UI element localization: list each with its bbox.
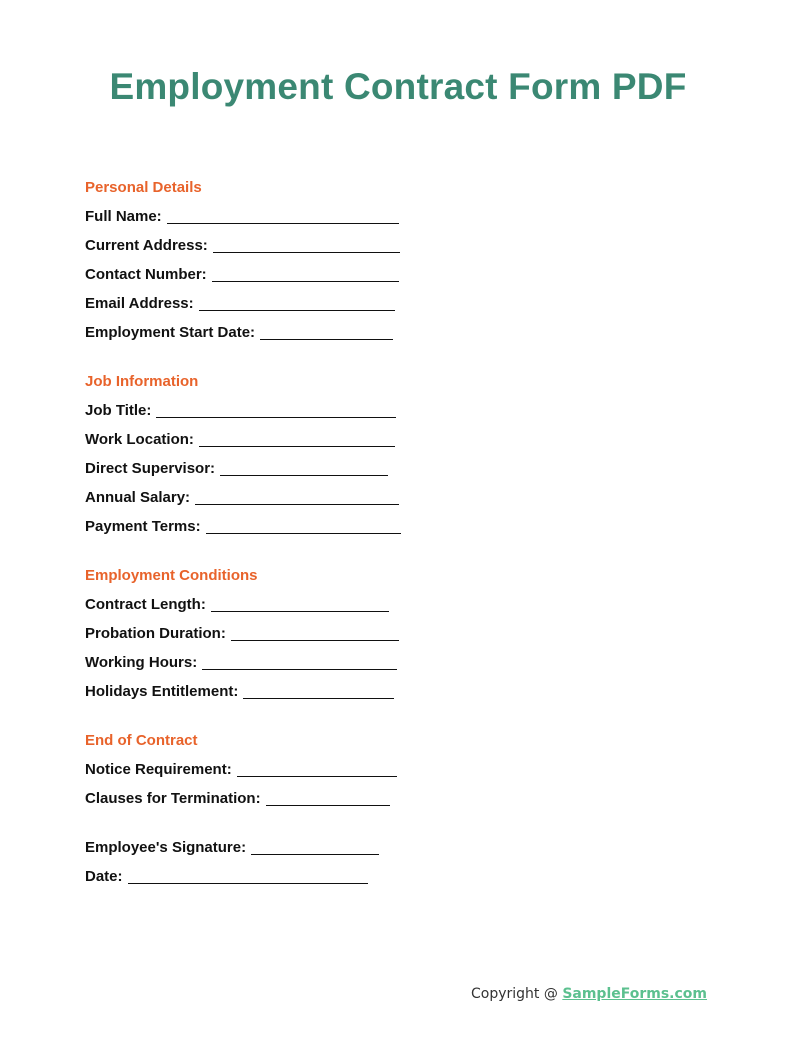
field-email-address	[85, 294, 685, 323]
direct-supervisor-input[interactable]	[220, 459, 388, 476]
clauses-for-termination-input[interactable]	[266, 789, 390, 806]
section-spacer	[85, 818, 685, 838]
notice-requirement-input[interactable]	[237, 760, 397, 777]
working-hours-input[interactable]	[202, 653, 397, 670]
field-contract-length	[85, 595, 685, 624]
section-employment-conditions	[85, 566, 685, 711]
employment-contract-form	[85, 178, 685, 896]
field-notice-requirement	[85, 760, 685, 789]
copyright-footer	[471, 986, 707, 1002]
field-work-location	[85, 430, 685, 459]
field-employment-start-date	[85, 323, 685, 352]
field-working-hours	[85, 653, 685, 682]
section-job-information	[85, 372, 685, 546]
employee-signature-input[interactable]	[251, 838, 379, 855]
field-label: Direct Supervisor:	[85, 460, 216, 477]
field-label: Working Hours:	[85, 654, 198, 671]
field-label: Probation Duration:	[85, 625, 226, 642]
section-end-of-contract	[85, 731, 685, 818]
field-probation-duration	[85, 624, 685, 653]
field-label: Contact Number:	[85, 266, 207, 283]
probation-duration-input[interactable]	[231, 624, 399, 641]
section-spacer	[85, 711, 685, 731]
field-clauses-for-termination	[85, 789, 685, 818]
current-address-input[interactable]	[213, 236, 400, 253]
field-current-address	[85, 236, 685, 265]
employment-start-date-input[interactable]	[260, 323, 393, 340]
contract-length-input[interactable]	[211, 595, 389, 612]
section-personal-details	[85, 178, 685, 352]
section-heading: End of Contract	[85, 732, 198, 749]
signature-block	[85, 838, 685, 896]
email-address-input[interactable]	[199, 294, 395, 311]
field-label: Clauses for Termination:	[85, 790, 261, 807]
field-label: Date:	[85, 868, 123, 885]
field-employee-signature	[85, 838, 685, 867]
section-spacer	[85, 352, 685, 372]
field-label: Contract Length:	[85, 596, 206, 613]
field-annual-salary	[85, 488, 685, 517]
annual-salary-input[interactable]	[195, 488, 399, 505]
section-spacer	[85, 546, 685, 566]
field-direct-supervisor	[85, 459, 685, 488]
field-date	[85, 867, 685, 896]
field-label: Work Location:	[85, 431, 194, 448]
contact-number-input[interactable]	[212, 265, 399, 282]
field-label: Employee's Signature:	[85, 839, 247, 856]
section-heading: Job Information	[85, 373, 199, 390]
job-title-input[interactable]	[156, 401, 396, 418]
holidays-entitlement-input[interactable]	[243, 682, 394, 699]
copyright-text: Copyright @	[471, 986, 563, 1002]
field-label: Annual Salary:	[85, 489, 191, 506]
field-contact-number	[85, 265, 685, 294]
field-label: Current Address:	[85, 237, 208, 254]
work-location-input[interactable]	[199, 430, 395, 447]
field-label: Employment Start Date:	[85, 324, 256, 341]
sampleforms-link[interactable]: SampleForms.com	[562, 986, 708, 1002]
field-label: Full Name:	[85, 208, 162, 225]
field-label: Job Title:	[85, 402, 152, 419]
field-label: Holidays Entitlement:	[85, 683, 239, 700]
document-title: Employment Contract Form PDF	[109, 66, 687, 107]
field-label: Payment Terms:	[85, 518, 201, 535]
field-label: Notice Requirement:	[85, 761, 232, 778]
date-input[interactable]	[128, 867, 368, 884]
field-payment-terms	[85, 517, 685, 546]
field-full-name	[85, 207, 685, 236]
section-heading: Personal Details	[85, 179, 202, 196]
field-job-title	[85, 401, 685, 430]
full-name-input[interactable]	[167, 207, 399, 224]
payment-terms-input[interactable]	[206, 517, 401, 534]
field-holidays-entitlement	[85, 682, 685, 711]
section-heading: Employment Conditions	[85, 567, 258, 584]
field-label: Email Address:	[85, 295, 194, 312]
